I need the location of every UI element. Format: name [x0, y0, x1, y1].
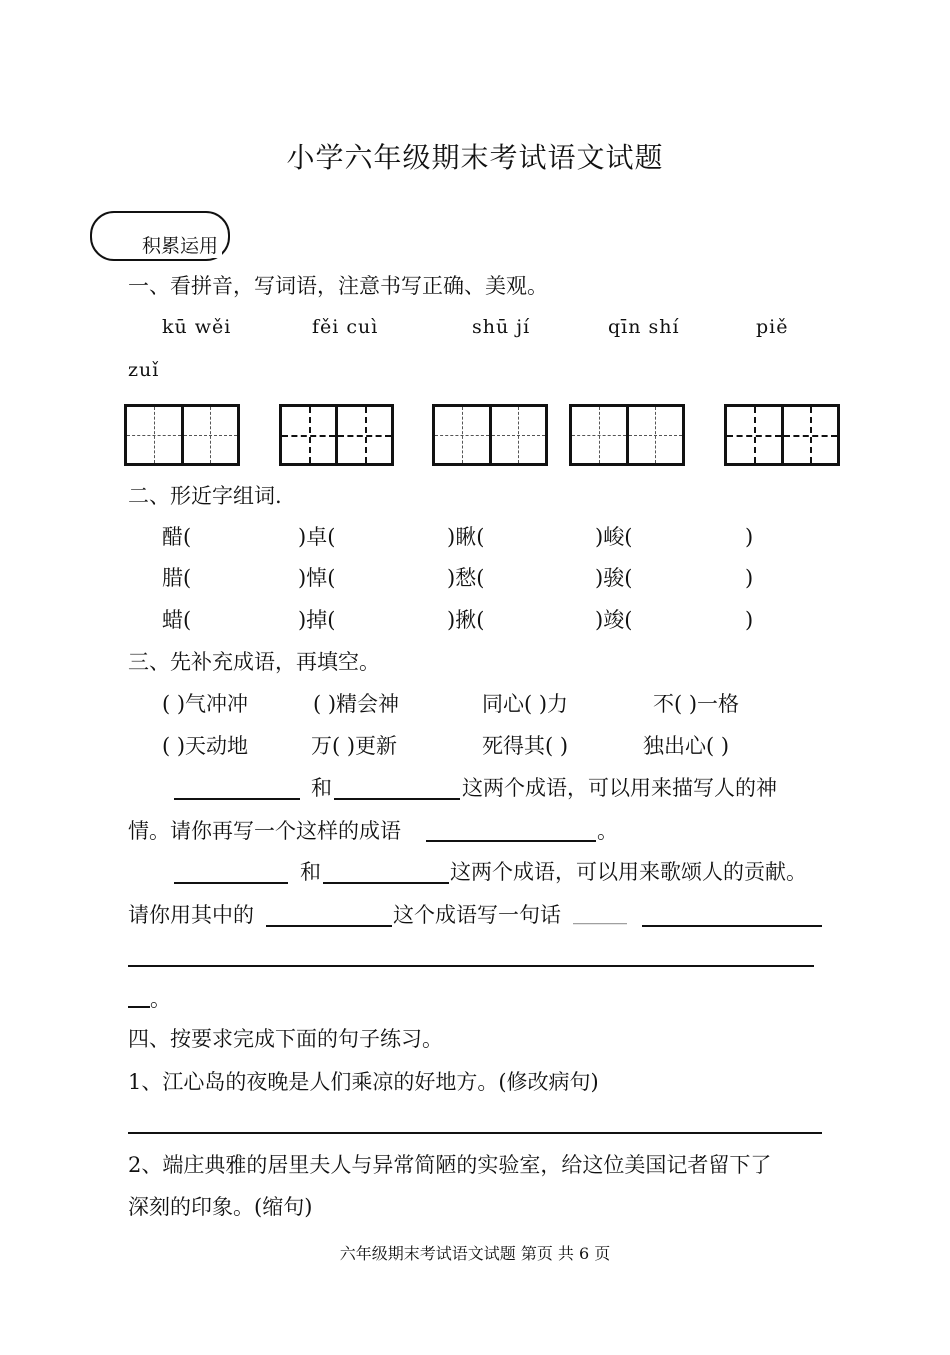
q2-r3-c4: )竣(	[595, 608, 633, 632]
pinyin-4: qīn shí	[608, 316, 680, 338]
answer-blank-3[interactable]	[426, 840, 596, 842]
answer-line-2[interactable]	[128, 1132, 822, 1134]
q2-r2-c2: )悼(	[298, 566, 336, 590]
writing-grid-1[interactable]	[124, 404, 240, 466]
writing-grid-5[interactable]	[724, 404, 840, 466]
answer-line-1[interactable]	[128, 965, 814, 967]
q2-r2-c3: )愁(	[447, 566, 485, 590]
q3-s2-tail: 这两个成语，可以用来歌颂人的贡献。	[450, 860, 807, 884]
q2-r3-c1: 蜡(	[162, 608, 192, 632]
idiom-6: 万( )更新	[311, 734, 398, 758]
pinyin-3: shū jí	[472, 316, 531, 338]
q2-r1-c1: 醋(	[162, 525, 192, 549]
page-footer: 六年级期末考试语文试题 第页 共 6 页	[339, 1244, 611, 1263]
q2-r1-c2: )卓(	[298, 525, 336, 549]
q2-r2-c1: 腊(	[162, 566, 192, 590]
writing-grid-2[interactable]	[279, 404, 394, 466]
answer-blank-6[interactable]	[266, 925, 392, 927]
q3-s2-and: 和	[300, 860, 321, 884]
section-badge	[90, 211, 230, 261]
q2-r3-c5: )	[745, 608, 754, 632]
pinyin-2: fěi cuì	[312, 316, 379, 338]
q2-r2-c5: )	[745, 566, 754, 590]
q2-r3-c2: )掉(	[298, 608, 336, 632]
answer-blank-4[interactable]	[174, 882, 288, 884]
q3-s3-underscores: ______	[573, 904, 627, 925]
q4-item-2-line2: 深刻的印象。(缩句)	[128, 1195, 313, 1219]
page-title: 小学六年级期末考试语文试题	[286, 141, 664, 174]
q3-s1-tail: 这两个成语，可以用来描写人的神	[462, 776, 777, 800]
section-badge-label: 积累运用	[140, 231, 222, 258]
q3-s3-mid: 这个成语写一句话	[393, 903, 561, 927]
q2-r1-c4: )峻(	[595, 525, 633, 549]
q2-r1-c3: )瞅(	[447, 525, 485, 549]
writing-grid-4[interactable]	[569, 404, 685, 466]
idiom-7: 死得其( )	[482, 734, 569, 758]
idiom-8: 独出心( )	[643, 734, 730, 758]
q3-s1-end: 。	[597, 819, 618, 843]
q4-heading: 四、按要求完成下面的句子练习。	[128, 1027, 443, 1051]
idiom-1: ( )气冲冲	[162, 692, 249, 716]
q1-heading: 一、看拼音，写词语，注意书写正确、美观。	[128, 274, 548, 298]
idiom-2: ( )精会神	[313, 692, 400, 716]
answer-blank-5[interactable]	[323, 882, 449, 884]
idiom-5: ( )天动地	[162, 734, 249, 758]
q3-heading: 三、先补充成语，再填空。	[128, 650, 380, 674]
answer-blank-1[interactable]	[174, 798, 300, 800]
q4-item-1: 1、江心岛的夜晚是人们乘凉的好地方。(修改病句)	[128, 1070, 599, 1094]
q3-s1-line2: 情。请你再写一个这样的成语	[128, 819, 401, 843]
q3-s1-and: 和	[311, 776, 332, 800]
q2-heading: 二、形近字组词.	[128, 484, 282, 508]
q3-s3-end: 。	[150, 987, 171, 1011]
q2-r1-c5: )	[745, 525, 754, 549]
q2-r2-c4: )骏(	[595, 566, 633, 590]
pinyin-5-cont: zuǐ	[128, 359, 160, 381]
q4-item-2-line1: 2、端庄典雅的居里夫人与异常简陋的实验室，给这位美国记者留下了	[128, 1153, 772, 1177]
writing-grid-3[interactable]	[432, 404, 548, 466]
answer-blank-2[interactable]	[334, 798, 460, 800]
q2-r3-c3: )揪(	[447, 608, 485, 632]
q3-s3-lead: 请你用其中的	[128, 903, 254, 927]
answer-blank-7[interactable]	[642, 925, 822, 927]
idiom-3: 同心( )力	[482, 692, 569, 716]
pinyin-1: kū wěi	[162, 316, 232, 338]
answer-line-1-cont[interactable]	[128, 1006, 150, 1008]
pinyin-5: piě	[756, 316, 789, 338]
idiom-4: 不( )一格	[653, 692, 740, 716]
